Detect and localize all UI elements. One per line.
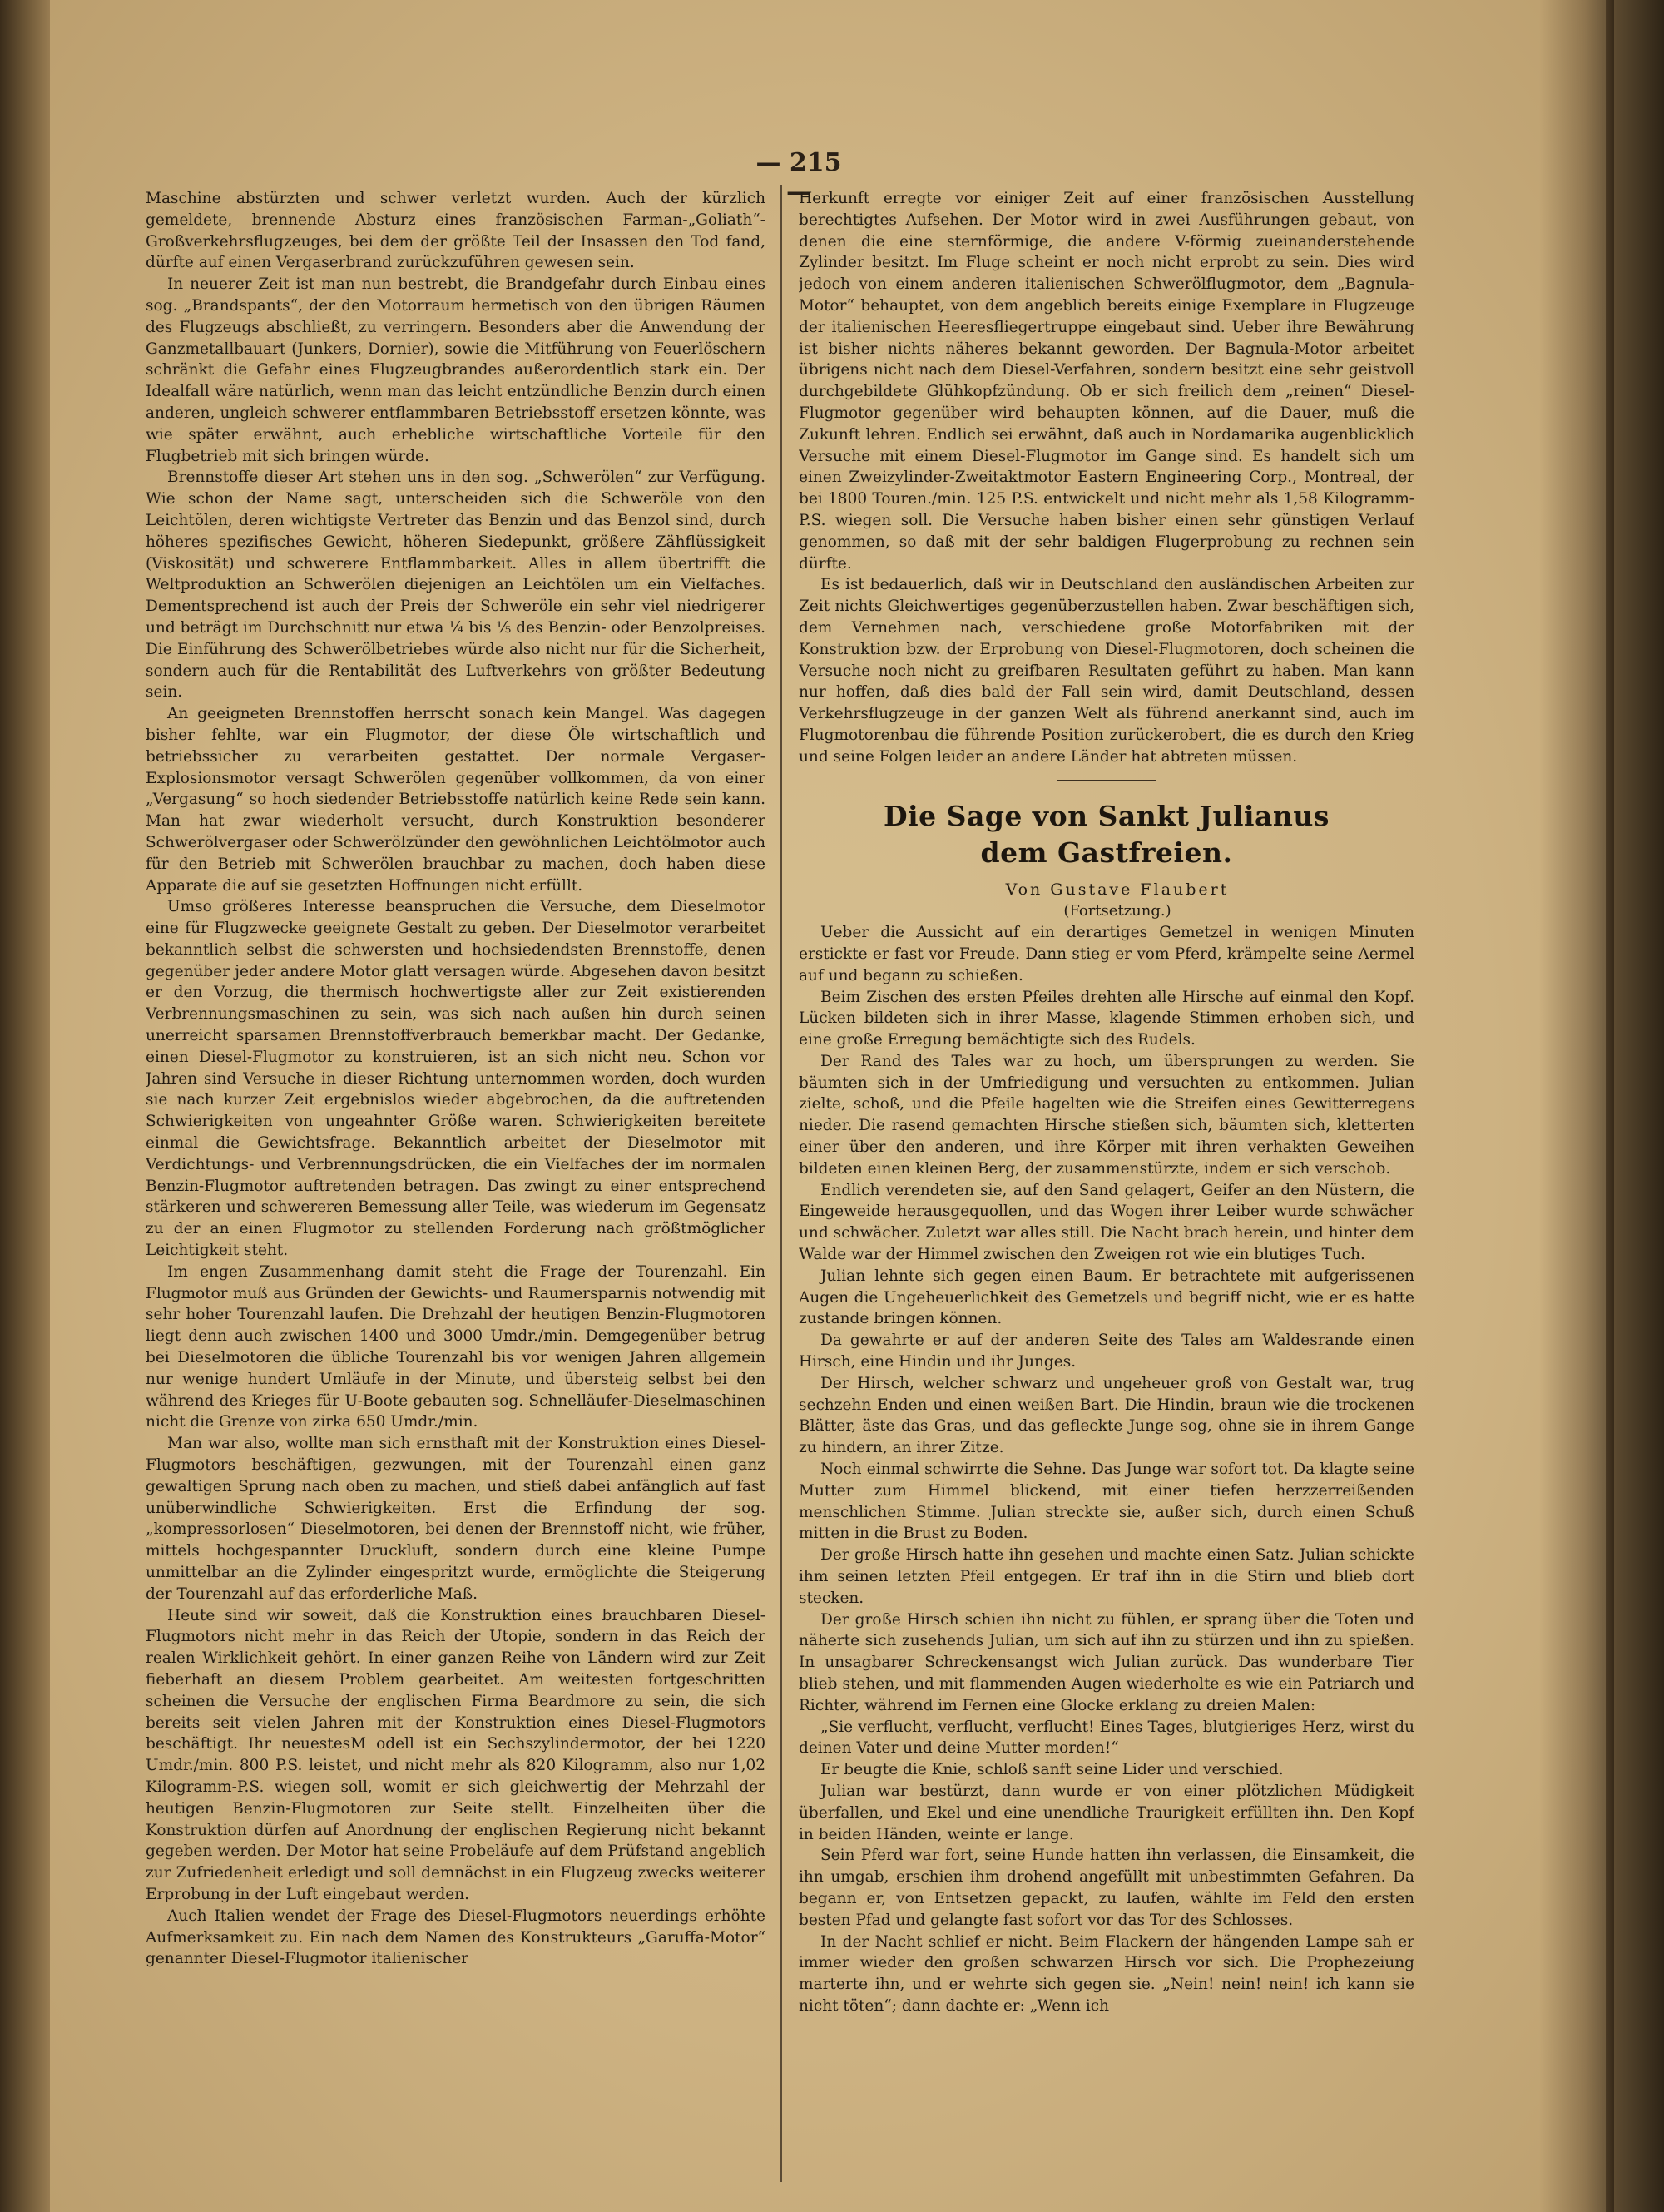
story-paragraph: Ueber die Aussicht auf ein derartiges Gemetzel in wenigen Minuten erstickte er fast vor Freude. Dann stieg er vom Pferd, krämpelte seine Aermel auf und begann zu schießen. — [799, 924, 1414, 984]
story-paragraph: In der Nacht schlief er nicht. Beim Flackern der hängenden Lampe sah er immer wieder den großen schwarzen Hirsch vor sich. Die Prophezeiung marterte ihn, und er wehrte sich gegen sie. „Nein! nein! nein! ich kann sie nicht töten“; dann dachte er: „Wenn ich — [799, 1932, 1414, 2015]
story-paragraph: Da gewahrte er auf der anderen Seite des Tales am Waldesrande einen Hirsch, eine Hindin und ihr Junges. — [799, 1332, 1414, 1371]
left-paragraph: Auch Italien wendet der Frage des Diesel-Flugmotors neuerdings erhöhte Aufmerksamkeit zu. Ein nach dem Namen des Konstrukteurs „Garuffa-Motor“ genannter Diesel-Flugmotor italienischer — [146, 1907, 765, 1968]
story-paragraph: Der große Hirsch hatte ihn gesehen und machte einen Satz. Julian schickte ihm seinen letzten Pfeil entgegen. Er traf ihn in die Stirn und blieb dort stecken. — [799, 1546, 1414, 1607]
book-binding-shadow — [1539, 0, 1614, 2212]
right-paragraph: Herkunft erregte vor einiger Zeit auf einer französischen Ausstellung berechtigtes Aufsehen. Der Motor wird in zwei Ausführungen gebaut, von denen die eine sternförmige, die andere V-förmig zueinanderstehende Zylinder besitzt. Im Fluge scheint er noch nicht erprobt zu sein. Dies wird jedoch von einem anderen italienischen Schwerölflugmotor, dem „Bagnula-Motor“ behauptet, von dem angeblich bereits einige Exemplare in Flugzeuge der italienischen Heeresfliegertruppe eingebaut sind. Ueber ihre Bewährung ist bisher nichts näheres bekannt geworden. Der Bagnula-Motor arbeitet übrigens nicht nach dem Diesel-Verfahren, sondern besitzt eine sehr geistvoll durchgebildete Glühkopfzündung. Ob er sich freilich dem „reinen“ Diesel-Flugmotor gegenüber wird behaupten können, auf die Dauer, muß die Zukunft lehren. Endlich sei erwähnt, daß auch in Nordamarika augenblicklich Versuche mit einem Diesel-Flugmotor im Gange sind. Es handelt sich um einen Zweizylinder-Zweitaktmotor Eastern Engineering Corp., Montreal, der bei 1800 Touren./min. 125 P.S. entwickelt und nicht mehr als 1,58 Kilogramm-P.S. wiegen soll. Die Versuche haben bisher einen sehr günstigen Verlauf genommen, so daß mit der sehr baldigen Flugerprobung zu rechnen sein dürfte. — [799, 190, 1414, 573]
left-paragraph: Umso größeres Interesse beanspruchen die Versuche, dem Dieselmotor eine für Flugzwecke geeignete Gestalt zu geben. Der Dieselmotor verarbeitet bekanntlich selbst die schwersten und hochsiedendsten Brennstoffe, denen gegenüber jeder andere Motor glatt versagen würde. Abgesehen davon besitzt er den Vorzug, die thermisch hochwertigste aller zur Zeit existierenden Verbrennungsmaschinen zu sein, was sich nach außen hin durch seinen unerreicht sparsamen Brennstoffverbrauch bemerkbar macht. Der Gedanke, einen Diesel-Flugmotor zu konstruieren, ist an sich nicht neu. Schon vor Jahren sind Versuche in dieser Richtung unternommen worden, doch wurden sie nach kurzer Zeit ergebnislos wieder abgebrochen, da die auftretenden Schwierigkeiten von ungeahnter Größe waren. Schwierigkeiten bereitete einmal die Gewichtsfrage. Bekanntlich arbeitet der Dieselmotor mit Verdichtungs- und Verbrennungsdrücken, die ein Vielfaches der im normalen Benzin-Flugmotor auftretenden betragen. Das zwingt zu einer entsprechend stärkeren und schwereren Bemessung aller Teile, was wiederum im Gegensatz zu der an einen Flugmotor zu stellenden Forderung nach größtmöglicher Leichtigkeit steht. — [146, 898, 765, 1260]
story-paragraph: Endlich verendeten sie, auf den Sand gelagert, Geifer an den Nüstern, die Eingeweide herausgequollen, und das Wogen ihrer Leiber wurde schwächer und schwächer. Zuletzt war alles still. Die Nacht brach herein, und hinter dem Walde war der Himmel zwischen den Zweigen rot wie ein blutiges Tuch. — [799, 1181, 1414, 1264]
page-number: — 215 — — [755, 148, 842, 206]
left-column — [146, 188, 765, 2169]
right-column — [799, 188, 1414, 2169]
story-author: Von Gustave Flaubert — [1005, 880, 1230, 899]
section-separator — [1057, 780, 1156, 781]
story-title-line-1: Die Sage von Sankt Julianus — [883, 799, 1330, 832]
left-paragraph: Brennstoffe dieser Art stehen uns in den sog. „Schwerölen“ zur Verfügung. Wie schon der Name sagt, unterscheiden sich die Schweröle von den Leichtölen, deren wichtigste Vertreter das Benzin und das Benzol sind, durch höheres spezifisches Gewicht, höheren Siedepunkt, größere Zähflüssigkeit (Viskosität) und schwerere Entflammbarkeit. Alles in allem übertrifft die Weltproduktion an Schwerölen diejenigen an Leichtölen um ein Vielfaches. Dementsprechend ist auch der Preis der Schweröle ein sehr viel niedrigerer und beträgt im Durchschnitt nur etwa ¼ bis ⅕ des Benzin- oder Benzolpreises. Die Einführung des Schwerölbetriebes würde also nicht nur für die Sicherheit, sondern auch für die Rentabilität des Luftverkehrs von größter Bedeutung sein. — [146, 469, 765, 702]
left-paragraph: Heute sind wir soweit, daß die Konstruktion eines brauchbaren Diesel-Flugmotors nicht mehr in das Reich der Utopie, sondern in das Reich der realen Wirklichkeit gehört. In einer ganzen Reihe von Ländern wird zur Zeit fieberhaft an diesem Problem gearbeitet. Am weitesten fortgeschritten scheinen die Versuche der englischen Firma Beardmore zu sein, die sich bereits seit vielen Jahren mit der Konstruktion eines Diesel-Flugmotors beschäftigt. Ihr neuestesM odell ist ein Sechszylindermotor, der bei 1220 Umdr./min. 800 P.S. leistet, und nicht mehr als 820 Kilogramm, also nur 1,02 Kilogramm-P.S. wiegen soll, womit er sich gleichwertig der Mehrzahl der heutigen Benzin-Flugmotoren zur Seite stellt. Einzelheiten über die Konstruktion dürfen auf Anordnung der englischen Regierung nicht bekannt gegeben werden. Der Motor hat seine Probeläufe auf dem Prüfstand angeblich zur Zufriedenheit erledigt und soll demnächst in ein Flugzeug zwecks weiterer Erprobung in der Luft eingebaut werden. — [146, 1606, 765, 1903]
story-continuation: (Fortsetzung.) — [1063, 902, 1171, 920]
story-paragraph: Noch einmal schwirrte die Sehne. Das Junge war sofort tot. Da klagte seine Mutter zum Himmel blickend, mit einer tiefen herzzerreißenden menschlichen Stimme. Julian streckte sie, außer sich, durch einen Schuß mitten in die Brust zu Boden. — [799, 1461, 1414, 1543]
story-paragraph: Der große Hirsch schien ihn nicht zu fühlen, er sprang über die Toten und näherte sich zusehends Julian, um sich auf ihn zu stürzen und ihn zu spießen. In unsagbarer Schreckensangst wich Julian zurück. Das wunderbare Tier blieb stehen, und mit flammenden Augen wiederholte es wie ein Patriarch und Richter, während im Fernen eine Glocke erklang zu dreien Malen: — [799, 1610, 1414, 1714]
right-paragraph: Es ist bedauerlich, daß wir in Deutschland den ausländischen Arbeiten zur Zeit nichts Gleichwertiges gegenüberzustellen haben. Zwar beschäftigen sich, dem Vernehmen nach, verschiedene große Motorfabriken mit der Konstruktion bzw. der Erprobung von Diesel-Flugmotoren, doch scheinen die Versuche noch nicht zu greifbaren Resultaten geführt zu haben. Man kann nur hoffen, daß dies bald der Fall sein wird, damit Deutschland, dessen Verkehrsflugzeuge in der ganzen Welt als führend anerkannt sind, auch im Flugmotorenbau die führende Position zurückerobert, die es durch den Krieg und seine Folgen leider an andere Länder hat abtreten müssen. — [799, 576, 1414, 766]
story-paragraph: Julian war bestürzt, dann wurde er von einer plötzlichen Müdigkeit überfallen, und Ekel und eine unendliche Traurigkeit erfüllten ihn. Den Kopf in beiden Händen, weinte er lange. — [799, 1782, 1414, 1843]
left-paragraph: Maschine abstürzten und schwer verletzt wurden. Auch der kürzlich gemeldete, brennende Absturz eines französischen Farman-„Goliath“-Großverkehrsflugzeuges, bei dem der größte Teil der Insassen den Tod fand, dürfte auf einen Vergaserbrand zurückzuführen gewesen sein. — [146, 190, 765, 272]
story-paragraph: „Sie verflucht, verflucht, verflucht! Eines Tages, blutgieriges Herz, wirst du deinen Vater und deine Mutter morden!“ — [799, 1718, 1414, 1758]
left-paragraph: In neuerer Zeit ist man nun bestrebt, die Brandgefahr durch Einbau eines sog. „Brandspants“, der den Motorraum hermetisch von den übrigen Räumen des Flugzeugs abschließt, zu verringern. Besonders aber die Anwendung der Ganzmetallbauart (Junkers, Dornier), sowie die Mitführung von Feuerlöschern schränkt die Gefahr eines Flugzeugbrandes außerordentlich stark ein. Der Idealfall wäre natürlich, wenn man das leicht entzündliche Benzin durch einen anderen, ungleich schwerer entflammbaren Betriebsstoff ersetzen könnte, was wie später erwähnt, auch erhebliche wirtschaftliche Vorteile für den Flugbetrieb mit sich bringen würde. — [146, 275, 765, 465]
story-paragraph: Sein Pferd war fort, seine Hunde hatten ihn verlassen, die Einsamkeit, die ihn umgab, erschien ihm drohend angefüllt mit unbestimmten Gefahren. Da begann er, von Entsetzen gepackt, zu laufen, wählte im Feld den ersten besten Pfad und gelangte fast sofort vor das Tor des Schlosses. — [799, 1847, 1414, 1929]
column-divider — [780, 185, 782, 2182]
left-paragraph: Im engen Zusammenhang damit steht die Frage der Tourenzahl. Ein Flugmotor muß aus Gründen der Gewichts- und Raumersparnis notwendig mit sehr hoher Tourenzahl laufen. Die Drehzahl der heutigen Benzin-Flugmotoren liegt denn auch zwischen 1400 und 3000 Umdr./min. Demgegenüber betrug bei Dieselmotoren die übliche Tourenzahl bis vor wenigen Jahren allgemein nur wenige hundert Umläufe in der Minute, und übersteig selbst bei den während des Krieges für U-Boote gebauten sog. Schnelläufer-Dieselmaschinen nicht die Grenze von zirka 650 Umdr./min. — [146, 1262, 765, 1431]
left-paragraph: An geeigneten Brennstoffen herrscht sonach kein Mangel. Was dagegen bisher fehlte, war ein Flugmotor, der diese Öle wirtschaftlich und betriebssicher zu verarbeiten gestattet. Der normale Vergaser-Explosionsmotor versagt Schwerölen gegenüber vollkommen, da von einer „Vergasung“ so hoch siedender Betriebsstoffe natürlich keine Rede sein kann. Man hat zwar wiederholt versucht, durch Konstruktion besonderer Schwerölvergaser oder Schwerölzünder den gewöhnlichen Leichtölmotor auch für den Betrieb mit Schwerölen brauchbar zu machen, doch haben diese Apparate die auf sie gesetzten Hoffnungen nicht erfüllt. — [146, 705, 765, 895]
left-paragraph: Man war also, wollte man sich ernsthaft mit der Konstruktion eines Diesel-Flugmotors beschäftigen, gezwungen, mit der Tourenzahl einen ganz gewaltigen Sprung nach oben zu machen, und stieß dabei anfänglich auf fast unüberwindliche Schwierigkeiten. Erst die Erfindung der sog. „kompressorlosen“ Dieselmotoren, bei denen der Brennstoff nicht, wie früher, mittels hochgespannter Druckluft, sondern durch eine kleine Pumpe unmittelbar an die Zylinder eingespritzt wurde, ermöglichte die Steigerung der Tourenzahl auf das erforderliche Maß. — [146, 1435, 765, 1603]
story-paragraph: Der Hirsch, welcher schwarz und ungeheuer groß von Gestalt war, trug sechzehn Enden und einen weißen Bart. Die Hindin, braun wie die trockenen Blätter, äste das Gras, und das gefleckte Junge sog, ohne sie in ihrem Gange zu hindern, an ihrer Zitze. — [799, 1374, 1414, 1457]
story-paragraph: Er beugte die Knie, schloß sanft seine Lider und verschied. — [820, 1761, 1284, 1779]
story-title — [799, 798, 1414, 871]
story-paragraph: Der Rand des Tales war zu hoch, um übersprungen zu werden. Sie bäumten sich in der Umfriedigung und versuchten zu entkommen. Julian zielte, schoß, und die Pfeile hagelten wie die Streifen eines Gewitterregens nieder. Die rasend gemachten Hirsche stießen sich, bäumten sich, kletterten einer über den anderen, und ihre Körper mit ihren verhakten Geweihen bildeten einen kleinen Berg, der zusammenstürzte, indem er sich verschob. — [799, 1052, 1414, 1178]
story-paragraph: Julian lehnte sich gegen einen Baum. Er betrachtete mit aufgerissenen Augen die Ungeheuerlichkeit des Gemetzels und begriff nicht, wie er es hatte zustande bringen können. — [799, 1267, 1414, 1328]
story-paragraph: Beim Zischen des ersten Pfeiles drehten alle Hirsche auf einmal den Kopf. Lücken bildeten sich in ihrer Masse, klagende Stimmen erhoben sich, und eine große Erregung bemächtigte sich des Rudels. — [799, 988, 1414, 1049]
story-title-line-2: dem Gastfreien. — [980, 836, 1233, 869]
